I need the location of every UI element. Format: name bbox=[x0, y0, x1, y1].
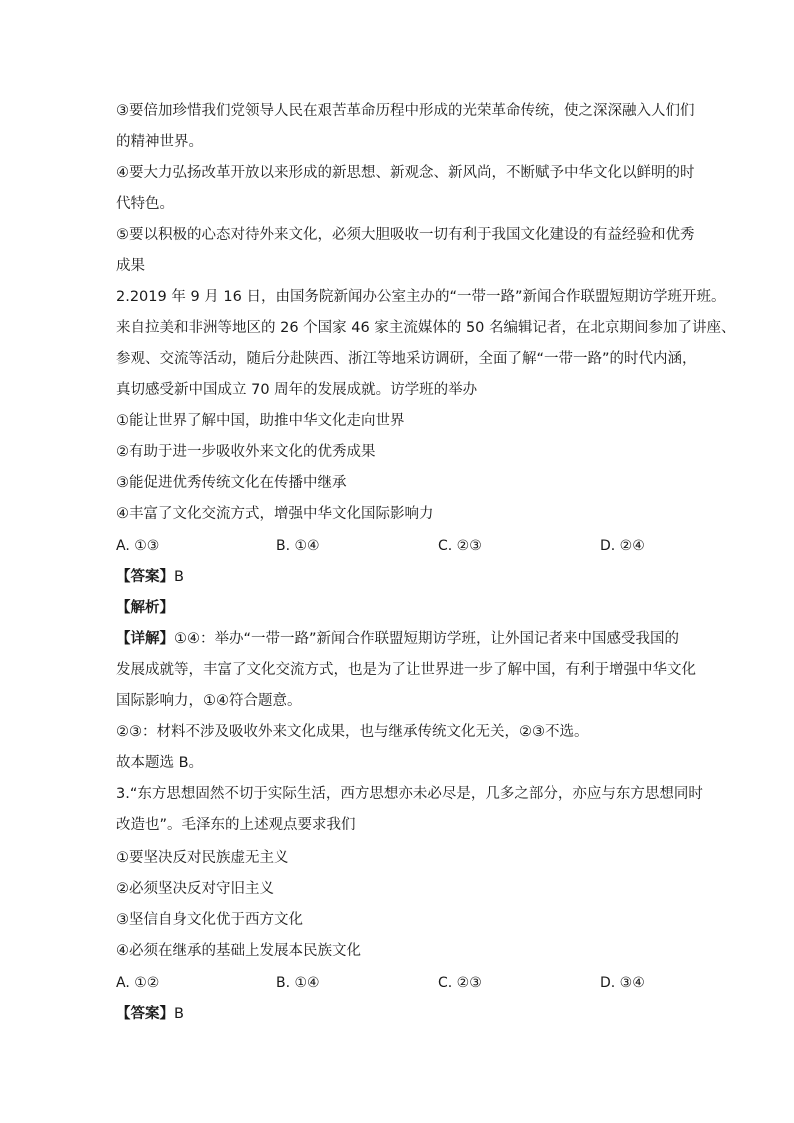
q2-option-a: A. ①③ bbox=[116, 538, 160, 554]
q3-stem-line-2: 改造也”。毛泽东的上述观点要求我们 bbox=[116, 817, 356, 833]
q1-statement-4: ④要大力弘扬改革开放以来形成的新思想、新观念、新风尚，不断赋予中华文化以鲜明的时 bbox=[116, 165, 695, 181]
q3-statement-1: ①要坚决反对民族虚无主义 bbox=[116, 850, 289, 866]
q2-stem-line-3: 参观、交流等活动，随后分赴陕西、浙江等地采访调研，全面了解“一带一路”的时代内涵， bbox=[116, 351, 697, 367]
q1-statement-5-cont: 成果 bbox=[116, 258, 145, 274]
q2-options bbox=[116, 536, 696, 556]
q3-option-c: C. ②③ bbox=[438, 975, 482, 991]
q2-statement-2: ②有助于进一步吸收外来文化的优秀成果 bbox=[116, 444, 376, 460]
q3-answer bbox=[116, 1004, 696, 1024]
q2-answer bbox=[116, 567, 696, 587]
q2-option-b: B. ①④ bbox=[276, 538, 320, 554]
q2-detail-tag: 【详解】 bbox=[116, 631, 174, 647]
q2-detail-line-2: 发展成就等，丰富了文化交流方式，也是为了让世界进一步了解中国，有利于增强中华文化 bbox=[116, 662, 696, 678]
q2-stem-line-2: 来自拉美和非洲等地区的 26 个国家 46 家主流媒体的 50 名编辑记者，在北京期间参加了讲座、 bbox=[116, 320, 736, 336]
q1-statement-4-cont: 代特色。 bbox=[116, 196, 174, 212]
q3-statement-3: ③坚信自身文化优于西方文化 bbox=[116, 912, 303, 928]
q2-statement-1: ①能让世界了解中国，助推中华文化走向世界 bbox=[116, 413, 405, 429]
q2-option-c: C. ②③ bbox=[438, 538, 482, 554]
q2-analysis-tag: 【解析】 bbox=[116, 600, 174, 616]
q1-statement-3-cont: 的精神世界。 bbox=[116, 134, 203, 150]
q3-answer-tag: 【答案】 bbox=[116, 1006, 174, 1022]
q2-option-d: D. ②④ bbox=[600, 538, 645, 554]
q2-detail-line-3: 国际影响力，①④符合题意。 bbox=[116, 693, 302, 709]
q2-detail-line-1 bbox=[116, 629, 696, 649]
q1-statement-3: ③要倍加珍惜我们党领导人民在艰苦革命历程中形成的光荣革命传统，使之深深融入人们们 bbox=[116, 103, 695, 119]
q3-option-d: D. ③④ bbox=[600, 975, 645, 991]
q2-stem-line-4: 真切感受新中国成立 70 周年的发展成就。访学班的举办 bbox=[116, 382, 478, 398]
q2-detail-text-1: ①④：举办“一带一路”新闻合作联盟短期访学班，让外国记者来中国感受我国的 bbox=[174, 631, 680, 647]
q3-answer-value: B bbox=[174, 1006, 184, 1022]
q3-option-b: B. ①④ bbox=[276, 975, 320, 991]
q2-answer-tag: 【答案】 bbox=[116, 569, 174, 585]
q3-statement-2: ②必须坚决反对守旧主义 bbox=[116, 881, 274, 897]
q2-detail-line-5: 故本题选 B。 bbox=[116, 755, 204, 771]
q3-statement-4: ④必须在继承的基础上发展本民族文化 bbox=[116, 943, 361, 959]
q3-stem-line-1: 3.“东方思想固然不切于实际生活，西方思想亦未必尽是，几多之部分，亦应与东方思想同时 bbox=[116, 786, 703, 802]
q2-stem-line-1: 2.2019 年 9 月 16 日，由国务院新闻办公室主办的“一带一路”新闻合作联盟短期访学班开班。 bbox=[116, 289, 726, 305]
q2-answer-value: B bbox=[174, 569, 184, 585]
q3-option-a: A. ①② bbox=[116, 975, 160, 991]
q1-statement-5: ⑤要以积极的心态对待外来文化，必须大胆吸收一切有利于我国文化建设的有益经验和优秀 bbox=[116, 227, 695, 243]
q2-statement-4: ④丰富了文化交流方式，增强中华文化国际影响力 bbox=[116, 506, 434, 522]
q2-detail-line-4: ②③：材料不涉及吸收外来文化成果，也与继承传统文化无关，②③不选。 bbox=[116, 724, 589, 740]
q2-statement-3: ③能促进优秀传统文化在传播中继承 bbox=[116, 475, 347, 491]
q2-analysis-heading bbox=[116, 598, 696, 618]
q3-options bbox=[116, 973, 696, 993]
